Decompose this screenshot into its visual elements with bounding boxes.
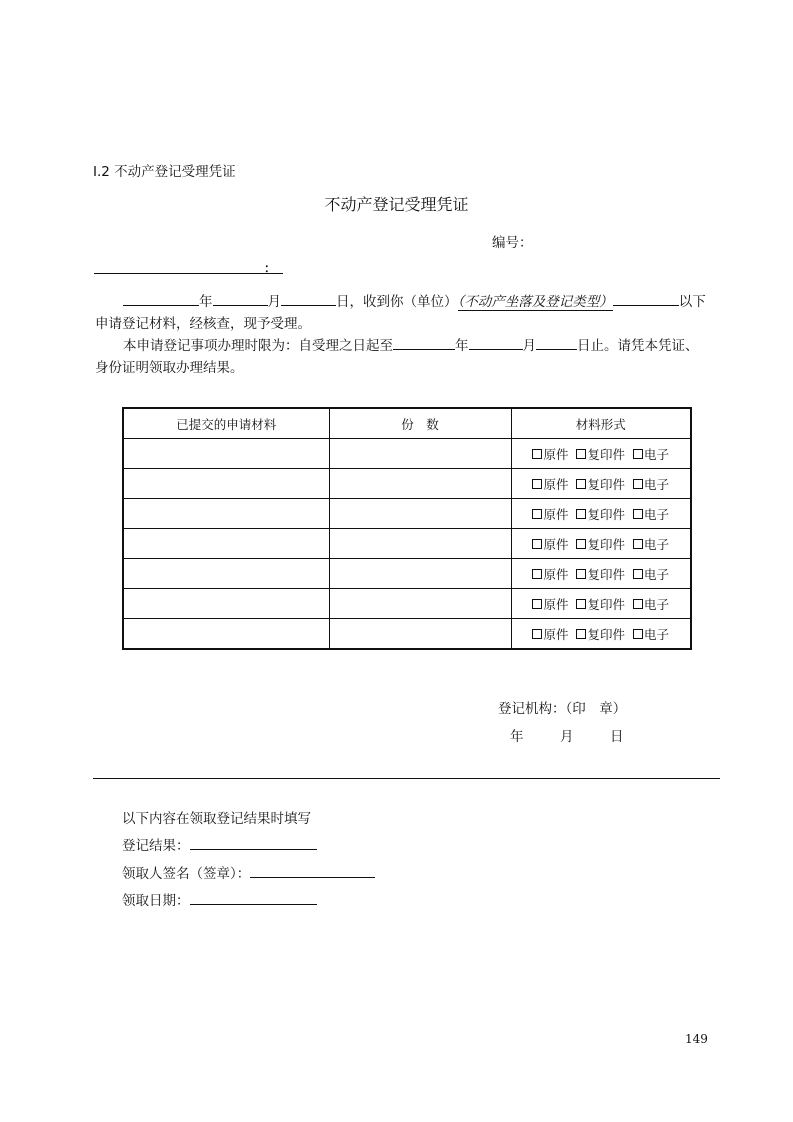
property-placeholder[interactable]: （不动产坐落及登记类型） (457, 294, 613, 310)
result-label: 登记结果： (122, 838, 190, 854)
copies-cell[interactable] (329, 439, 511, 469)
form-option-electronic[interactable] (633, 625, 669, 643)
checkbox-icon[interactable] (633, 479, 643, 489)
form-option-original[interactable] (532, 535, 568, 553)
table-row (123, 619, 691, 650)
copies-cell[interactable] (329, 499, 511, 529)
copies-cell[interactable] (329, 529, 511, 559)
month-blank[interactable] (213, 293, 268, 306)
form-option-copy[interactable] (576, 505, 625, 523)
section-divider (93, 778, 720, 779)
form-option-label: 电子 (644, 446, 670, 462)
form-option-label: 原件 (543, 626, 569, 642)
form-option-label: 复印件 (587, 446, 625, 462)
checkbox-icon[interactable] (532, 569, 542, 579)
deadline-month-label: 月 (522, 338, 536, 354)
form-option-electronic[interactable] (633, 595, 669, 613)
form-option-electronic[interactable] (633, 505, 669, 523)
seal-month-label: 月 (560, 729, 574, 745)
deadline-line2: 身份证明领取办理结果。 (95, 360, 244, 376)
form-option-electronic[interactable] (633, 535, 669, 553)
checkbox-icon[interactable] (633, 629, 643, 639)
form-option-label: 复印件 (587, 536, 625, 552)
form-option-label: 电子 (644, 536, 670, 552)
table-row (123, 469, 691, 499)
received-text: 日，收到你（单位） (336, 294, 458, 310)
form-option-original[interactable] (532, 565, 568, 583)
header-materials: 已提交的申请材料 (123, 408, 329, 439)
form-option-original[interactable] (532, 475, 568, 493)
form-option-label: 原件 (543, 506, 569, 522)
checkbox-icon[interactable] (633, 539, 643, 549)
checkbox-icon[interactable] (576, 569, 586, 579)
signature-row (122, 862, 375, 882)
material-cell[interactable] (123, 619, 329, 650)
copies-cell[interactable] (329, 559, 511, 589)
following-text: 以下 (678, 294, 706, 310)
receipt-line2: 申请登记材料，经核查，现予受理。 (95, 316, 311, 332)
checkbox-icon[interactable] (576, 599, 586, 609)
material-cell[interactable] (123, 439, 329, 469)
materials-table (122, 407, 692, 650)
form-option-copy[interactable] (576, 595, 625, 613)
applicant-colon: ： (263, 261, 276, 275)
material-cell[interactable] (123, 559, 329, 589)
material-cell[interactable] (123, 469, 329, 499)
deadline-year-blank[interactable] (393, 337, 455, 350)
form-option-label: 复印件 (587, 596, 625, 612)
table-row (123, 439, 691, 469)
section-heading: I.2 不动产登记受理凭证 (93, 164, 236, 180)
form-option-label: 电子 (644, 566, 670, 582)
checkbox-icon[interactable] (532, 539, 542, 549)
signature-field[interactable] (250, 865, 375, 878)
checkbox-icon[interactable] (576, 509, 586, 519)
pickup-date-field[interactable] (190, 892, 317, 905)
copies-cell[interactable] (329, 619, 511, 650)
copies-cell[interactable] (329, 469, 511, 499)
checkbox-icon[interactable] (532, 449, 542, 459)
lower-note: 以下内容在领取登记结果时填写 (122, 811, 311, 827)
deadline-year-label: 年 (455, 338, 469, 354)
deadline-lead: 本申请登记事项办理时限为：自受理之日起至 (123, 338, 393, 354)
form-option-label: 原件 (543, 536, 569, 552)
material-cell[interactable] (123, 589, 329, 619)
copies-cell[interactable] (329, 589, 511, 619)
form-option-label: 电子 (644, 506, 670, 522)
table-row (123, 559, 691, 589)
result-row (122, 834, 317, 854)
checkbox-icon[interactable] (633, 599, 643, 609)
form-cell (511, 499, 691, 529)
checkbox-icon[interactable] (532, 599, 542, 609)
header-copies: 份 数 (329, 408, 511, 439)
pickup-date-row (122, 889, 317, 909)
month-label: 月 (267, 294, 281, 310)
document-title: 不动产登记受理凭证 (324, 195, 469, 214)
form-option-label: 复印件 (587, 506, 625, 522)
pickup-date-label: 领取日期： (122, 893, 190, 909)
deadline-paragraph (95, 335, 721, 379)
year-label: 年 (199, 294, 213, 310)
form-option-label: 复印件 (587, 476, 625, 492)
form-option-copy[interactable] (576, 625, 625, 643)
checkbox-icon[interactable] (576, 479, 586, 489)
form-option-original[interactable] (532, 505, 568, 523)
material-cell[interactable] (123, 499, 329, 529)
form-option-electronic[interactable] (633, 565, 669, 583)
year-blank[interactable] (123, 293, 199, 306)
form-cell (511, 589, 691, 619)
form-option-label: 电子 (644, 596, 670, 612)
form-option-label: 电子 (644, 626, 670, 642)
day-blank[interactable] (281, 293, 336, 306)
form-option-original[interactable] (532, 445, 568, 463)
registration-seal-label: 登记机构：（印 章） (498, 701, 627, 717)
form-option-label: 复印件 (587, 626, 625, 642)
page-number: 149 (685, 1032, 708, 1046)
form-option-copy[interactable] (576, 445, 625, 463)
deadline-month-blank[interactable] (469, 337, 523, 350)
form-option-label: 电子 (644, 476, 670, 492)
seal-day-label: 日 (610, 729, 624, 745)
table-row (123, 529, 691, 559)
form-option-label: 原件 (543, 446, 569, 462)
form-option-copy[interactable] (576, 565, 625, 583)
table-row (123, 499, 691, 529)
checkbox-icon[interactable] (633, 449, 643, 459)
form-option-original[interactable] (532, 595, 568, 613)
serial-number-label: 编号： (492, 235, 533, 251)
checkbox-icon[interactable] (576, 449, 586, 459)
form-option-original[interactable] (532, 625, 568, 643)
checkbox-icon[interactable] (576, 539, 586, 549)
form-option-label: 原件 (543, 596, 569, 612)
receipt-paragraph (95, 291, 721, 335)
form-cell (511, 559, 691, 589)
result-field[interactable] (190, 837, 317, 850)
checkbox-icon[interactable] (532, 629, 542, 639)
property-blank[interactable] (613, 293, 679, 306)
applicant-name-line[interactable] (94, 262, 283, 274)
header-form: 材料形式 (511, 408, 691, 439)
form-cell (511, 529, 691, 559)
form-option-copy[interactable] (576, 475, 625, 493)
form-cell (511, 439, 691, 469)
checkbox-icon[interactable] (633, 509, 643, 519)
material-cell[interactable] (123, 529, 329, 559)
seal-year-label: 年 (510, 729, 524, 745)
form-option-label: 原件 (543, 566, 569, 582)
seal-date (510, 725, 624, 745)
deadline-tail: 日止。请凭本凭证、 (577, 338, 699, 354)
form-option-copy[interactable] (576, 535, 625, 553)
form-option-label: 原件 (543, 476, 569, 492)
signature-label: 领取人签名（签章）： (122, 866, 251, 882)
table-header-row (123, 408, 691, 439)
checkbox-icon[interactable] (576, 629, 586, 639)
deadline-day-blank[interactable] (536, 337, 577, 350)
checkbox-icon[interactable] (532, 479, 542, 489)
form-option-electronic[interactable] (633, 445, 669, 463)
form-cell (511, 469, 691, 499)
checkbox-icon[interactable] (532, 509, 542, 519)
form-option-electronic[interactable] (633, 475, 669, 493)
form-option-label: 复印件 (587, 566, 625, 582)
form-cell (511, 619, 691, 650)
checkbox-icon[interactable] (633, 569, 643, 579)
table-row (123, 589, 691, 619)
